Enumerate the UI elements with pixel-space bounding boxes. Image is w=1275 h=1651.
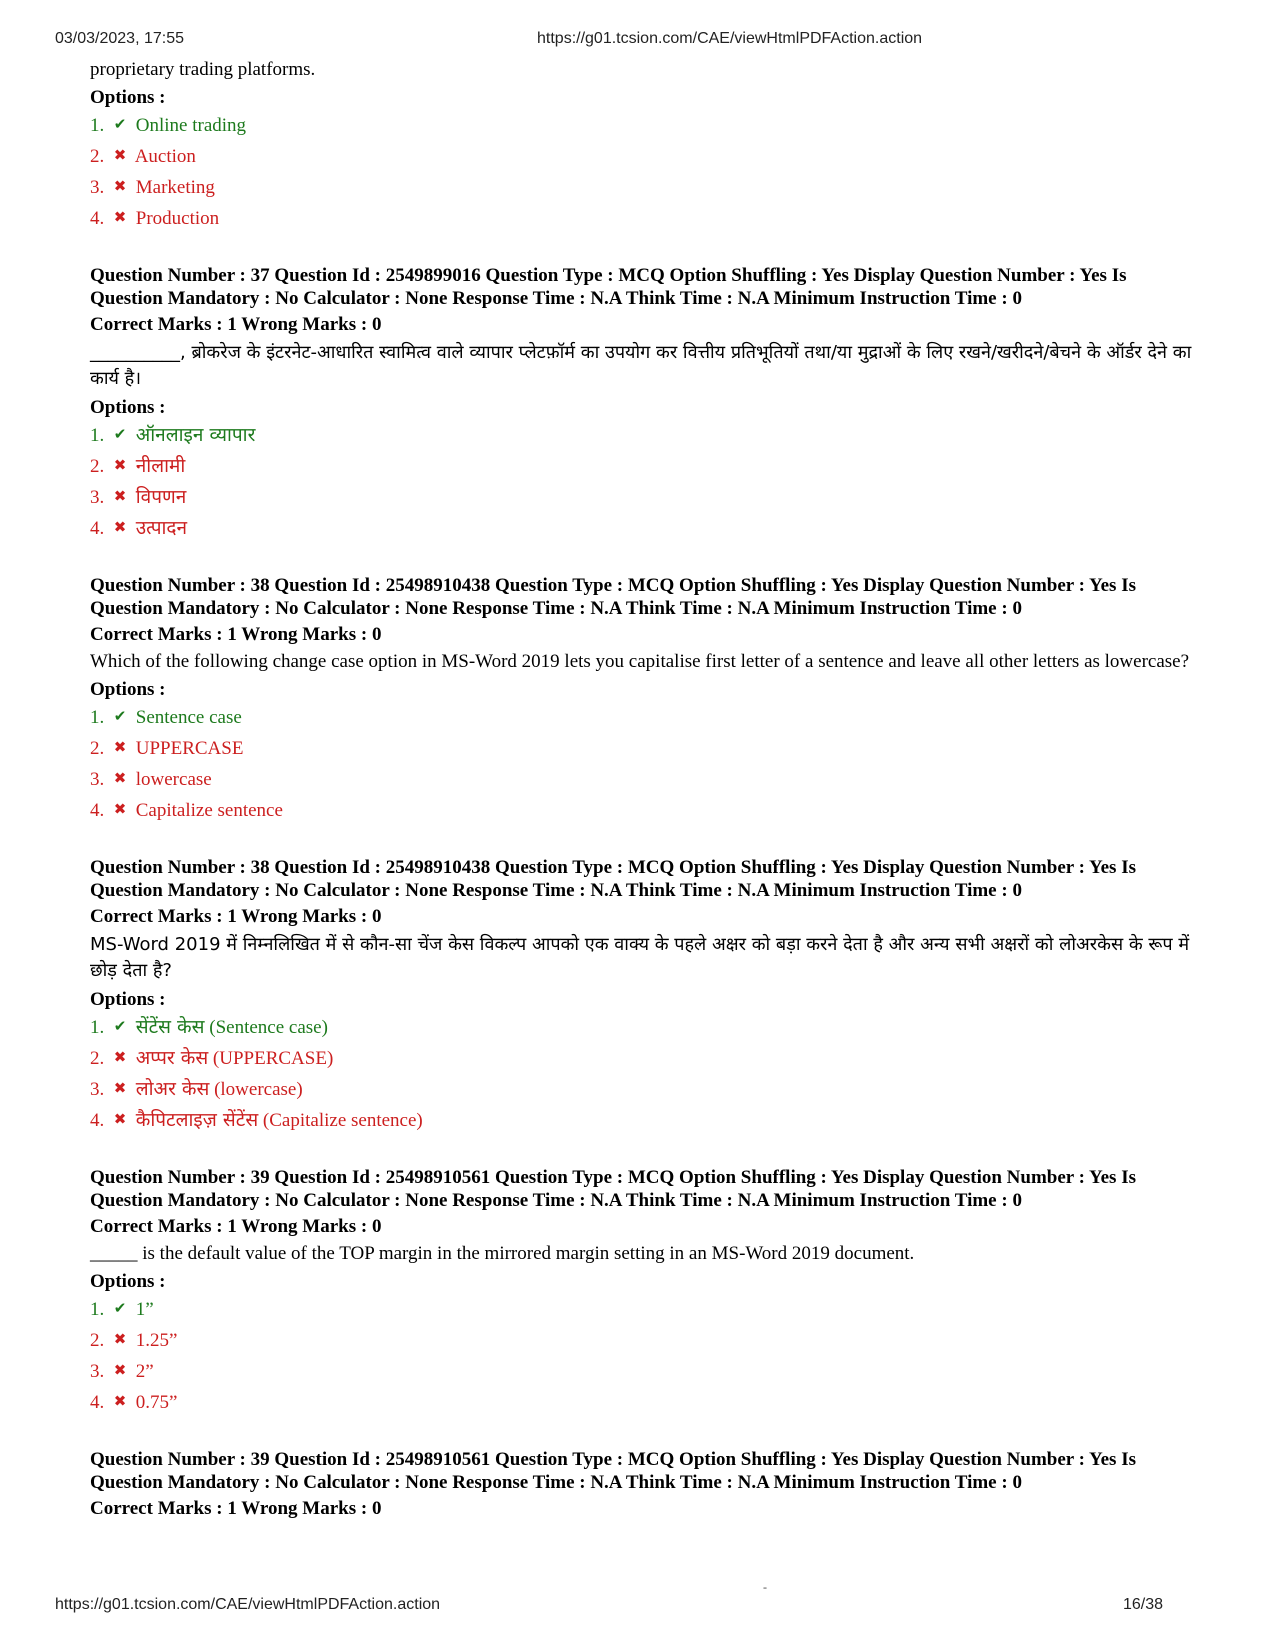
- question-text: _____ is the default value of the TOP margin in the mirrored margin setting in an MS-Word 2019 document.: [90, 1243, 915, 1264]
- page-header: [0, 30, 1275, 52]
- print-datetime: 03/03/2023, 17:55: [55, 30, 185, 47]
- cross-icon: ✖: [113, 1394, 127, 1410]
- cross-icon: ✖: [113, 740, 127, 756]
- page-number: 16/38: [1122, 1596, 1163, 1613]
- cross-icon: ✖: [113, 1081, 127, 1097]
- cross-icon: ✖: [113, 1112, 127, 1128]
- cross-icon: ✖: [113, 520, 127, 536]
- check-icon: ✔: [113, 1019, 127, 1035]
- option-item: 1. ✔ 1”: [90, 1294, 1200, 1325]
- options-label: Options :: [90, 1271, 166, 1292]
- option-item: 2. ✖ नीलामी: [90, 451, 1200, 482]
- page-break-mark: -: [763, 1580, 767, 1594]
- document-body: [90, 58, 1200, 1521]
- check-icon: ✔: [113, 1301, 127, 1317]
- option-item: 1. ✔ ऑनलाइन व्यापार: [90, 420, 1200, 451]
- question-meta: Question Number : 37 Question Id : 2549899016 Question Type : MCQ Option Shuffling : Yes Display Question Number : Yes Is Question Mandatory : No Calculator : None Response Time : N.A Think Time : N.A Minimum Instruction Time : 0: [90, 265, 1127, 309]
- options-label: Options :: [90, 989, 166, 1010]
- question-marks: Correct Marks : 1 Wrong Marks : 0: [90, 1216, 382, 1237]
- option-item: 4. ✖ 0.75”: [90, 1387, 1200, 1418]
- question-block: [90, 1166, 1200, 1418]
- question-marks: Correct Marks : 1 Wrong Marks : 0: [90, 906, 382, 927]
- option-item: 1. ✔ सेंटेंस केस (Sentence case): [90, 1012, 1200, 1043]
- options-label: Options :: [90, 397, 166, 418]
- header-url: https://g01.tcsion.com/CAE/viewHtmlPDFAction.action: [537, 30, 923, 47]
- question-block: [90, 856, 1200, 1136]
- question-block: [90, 574, 1200, 826]
- cross-icon: ✖: [113, 802, 127, 818]
- option-item: 2. ✖ 1.25”: [90, 1325, 1200, 1356]
- option-item: 1. ✔ Online trading: [90, 110, 1200, 141]
- option-item: 3. ✖ लोअर केस (lowercase): [90, 1074, 1200, 1105]
- option-item: 2. ✖ UPPERCASE: [90, 733, 1200, 764]
- cross-icon: ✖: [113, 1050, 127, 1066]
- cross-icon: ✖: [113, 179, 127, 195]
- carryover-question: [90, 58, 1200, 234]
- option-item: 4. ✖ उत्पादन: [90, 513, 1200, 544]
- question-meta: Question Number : 38 Question Id : 25498910438 Question Type : MCQ Option Shuffling : Yes Display Question Number : Yes Is Question Mandatory : No Calculator : None Response Time : N.A Think Time : N.A Minimum Instruction Time : 0: [90, 857, 1136, 901]
- cross-icon: ✖: [113, 1363, 127, 1379]
- question-text: __________, ब्रोकरेज के इंटरनेट-आधारित स्वामित्व वाले व्यापार प्लेटफ़ॉर्म का उपयोग कर वित्तीय प्रतिभूतियों तथा/या मुद्राओं के लिए रखने/खरीदने/बेचने के ऑर्डर देने का कार्य है।: [90, 342, 1192, 389]
- cross-icon: ✖: [113, 771, 127, 787]
- cross-icon: ✖: [113, 1332, 127, 1348]
- cross-icon: ✖: [113, 489, 127, 505]
- options-label: Options :: [90, 679, 166, 700]
- check-icon: ✔: [113, 117, 127, 133]
- question-meta: Question Number : 39 Question Id : 25498910561 Question Type : MCQ Option Shuffling : Yes Display Question Number : Yes Is Question Mandatory : No Calculator : None Response Time : N.A Think Time : N.A Minimum Instruction Time : 0: [90, 1449, 1136, 1493]
- question-meta: Question Number : 38 Question Id : 25498910438 Question Type : MCQ Option Shuffling : Yes Display Question Number : Yes Is Question Mandatory : No Calculator : None Response Time : N.A Think Time : N.A Minimum Instruction Time : 0: [90, 575, 1136, 619]
- option-item: 4. ✖ Capitalize sentence: [90, 795, 1200, 826]
- option-item: 3. ✖ 2”: [90, 1356, 1200, 1387]
- option-item: 3. ✖ lowercase: [90, 764, 1200, 795]
- check-icon: ✔: [113, 709, 127, 725]
- cross-icon: ✖: [113, 210, 127, 226]
- question-block: [90, 1448, 1200, 1521]
- question-meta: Question Number : 39 Question Id : 25498910561 Question Type : MCQ Option Shuffling : Yes Display Question Number : Yes Is Question Mandatory : No Calculator : None Response Time : N.A Think Time : N.A Minimum Instruction Time : 0: [90, 1167, 1136, 1211]
- options-label: Options :: [90, 87, 166, 108]
- option-item: 2. ✖ Auction: [90, 141, 1200, 172]
- question-text-tail: proprietary trading platforms.: [90, 59, 316, 80]
- option-item: 3. ✖ विपणन: [90, 482, 1200, 513]
- cross-icon: ✖: [113, 458, 127, 474]
- question-marks: Correct Marks : 1 Wrong Marks : 0: [90, 1498, 382, 1519]
- cross-icon: ✖: [113, 148, 127, 164]
- check-icon: ✔: [113, 427, 127, 443]
- option-item: 4. ✖ कैपिटलाइज़ सेंटेंस (Capitalize sentence): [90, 1105, 1200, 1136]
- question-marks: Correct Marks : 1 Wrong Marks : 0: [90, 314, 382, 335]
- option-item: 4. ✖ Production: [90, 203, 1200, 234]
- question-marks: Correct Marks : 1 Wrong Marks : 0: [90, 624, 382, 645]
- footer-url: https://g01.tcsion.com/CAE/viewHtmlPDFAction.action: [55, 1596, 441, 1613]
- question-text: MS-Word 2019 में निम्नलिखित में से कौन-सा चेंज केस विकल्प आपको एक वाक्य के पहले अक्षर को बड़ा करने देता है और अन्य सभी अक्षरों को लोअरकेस के रूप में छोड़ देता है?: [90, 934, 1190, 981]
- question-block: [90, 264, 1200, 544]
- question-text: Which of the following change case option in MS-Word 2019 lets you capitalise first letter of a sentence and leave all other letters as lowercase?: [90, 651, 1190, 672]
- option-item: 2. ✖ अप्पर केस (UPPERCASE): [90, 1043, 1200, 1074]
- option-item: 1. ✔ Sentence case: [90, 702, 1200, 733]
- page-footer: [0, 1596, 1275, 1618]
- option-item: 3. ✖ Marketing: [90, 172, 1200, 203]
